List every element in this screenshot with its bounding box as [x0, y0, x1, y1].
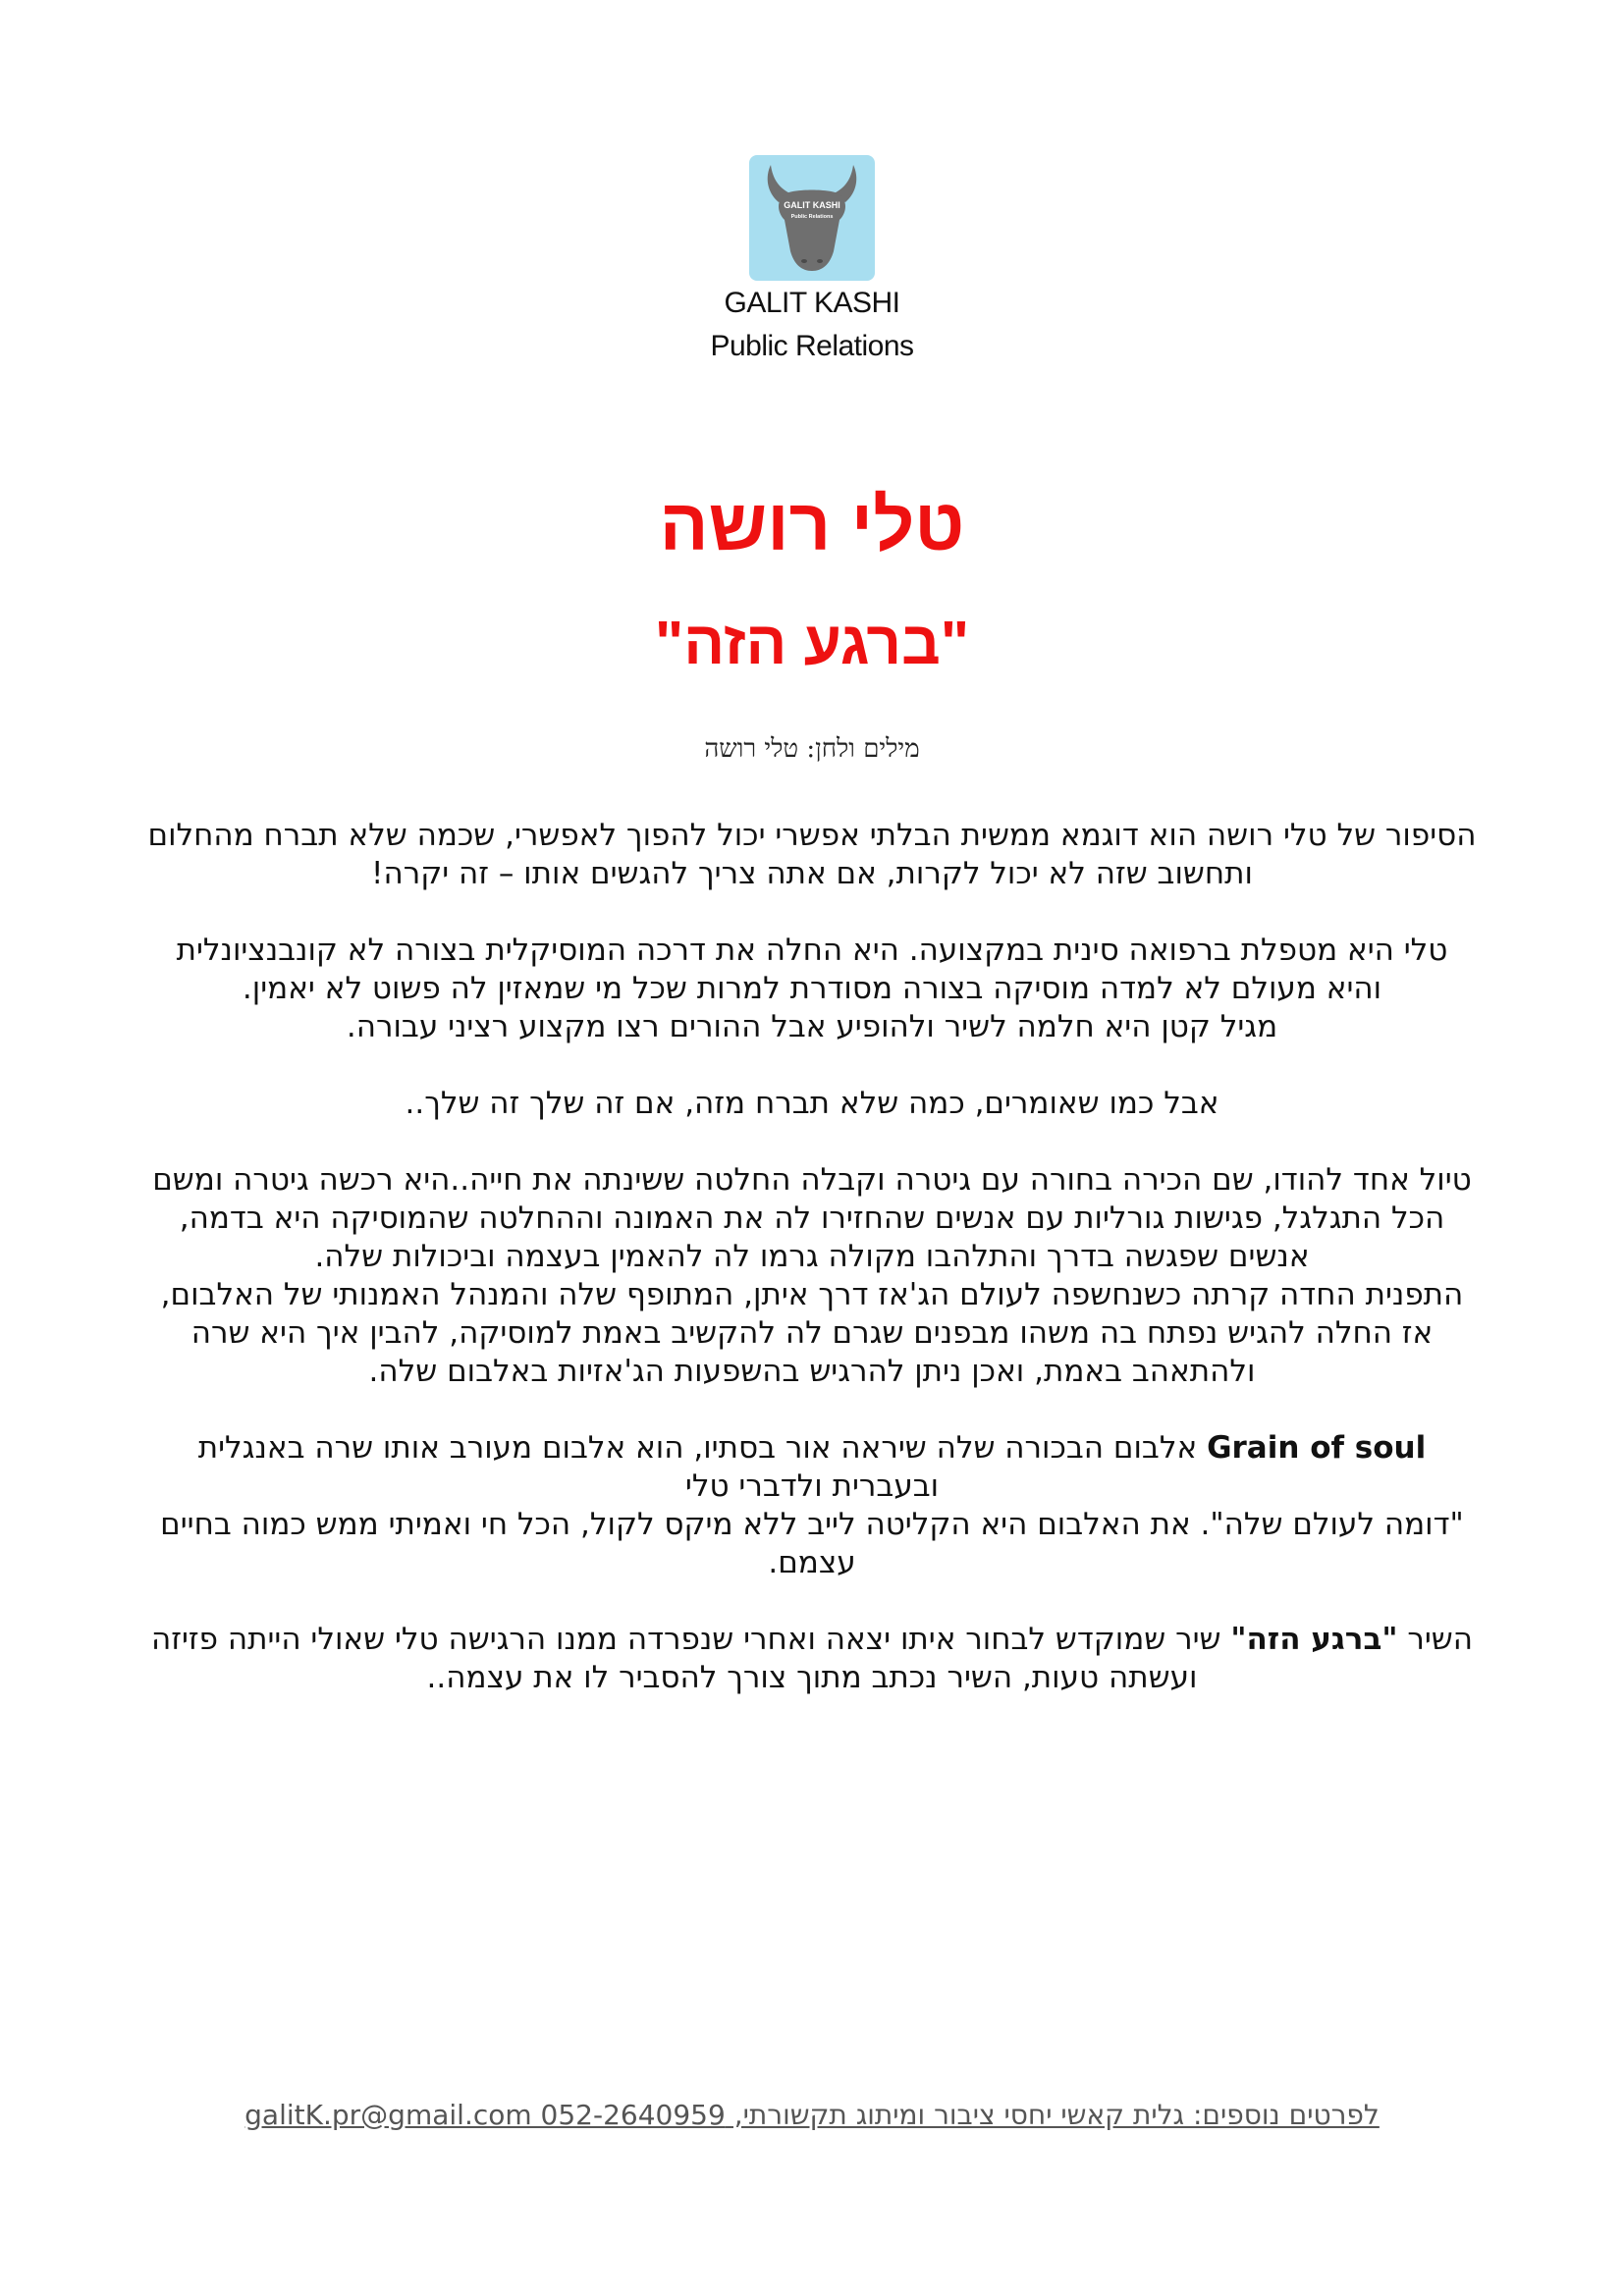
- song-intro: השיר: [1397, 1622, 1474, 1657]
- album-description: אלבום הבכורה שלה שיראה אור בסתיו, הוא אלבום מעורב אותו שרה באנגלית ובעברית ולדברי טלי: [197, 1430, 1208, 1504]
- paragraph-story: הסיפור של טלי רושה הוא דוגמא ממשית הבלתי אפשרי יכול להפוך לאפשרי, שכמה שלא תברח מהחלום ותחשוב שזה לא יכול לקרות, אם אתה צריך להגשים אותו – זה יקרה!: [147, 818, 1477, 891]
- album-name: Grain of soul: [1207, 1430, 1427, 1466]
- contact-footer-link[interactable]: לפרטים נוספים: גלית קאשי יחסי ציבור ומיתוג תקשורתי, galitK.pr@gmail.com 052-2640959: [244, 2099, 1380, 2131]
- song-description: שיר שמוקדש לבחור איתו יצאה ואחרי שנפרדה ממנו הרגישה טלי שאולי הייתה פזיזה ועשתה טעות, השיר נכתב מתוך צורך להסביר לו את עצמה..: [150, 1622, 1231, 1695]
- song-credits: מילים ולחן: טלי רושה: [704, 734, 920, 764]
- logo: [0, 155, 1624, 285]
- paragraph-background-3: מגיל קטן היא חלמה לשיר ולהופיע אבל ההורים רצו מקצוע רציני עבורה.: [346, 1009, 1278, 1044]
- logo-text-name: GALIT KASHI: [784, 200, 840, 210]
- song-title: "ברגע הזה": [654, 610, 970, 677]
- paragraph-background-1: טלי היא מטפלת ברפואה סינית במקצועה. היא החלה את דרכה המוסיקלית בצורה לא קונבנציונלית: [176, 933, 1448, 968]
- org-name: GALIT KASHI: [724, 287, 900, 319]
- paragraph-saying: אבל כמו שאומרים, כמה שלא תברח מזה, אם זה שלך זה שלך..: [405, 1086, 1219, 1121]
- paragraph-song: [147, 1621, 1477, 1697]
- logo-text-sub: Public Relations: [790, 214, 834, 220]
- bull-head-icon: [749, 155, 875, 281]
- paragraph-india-trip: טיול אחד להודו, שם הכירה בחורה עם גיטרה וקבלה החלטה ששינתה את חייה..היא רכשה גיטרה ומשם הכל התגלגל, פגישות גורליות עם אנשים שהחזירו לה את האמונה וההחלטה שהמוסיקה היא בדמה, אנשים שפגשה בדרך והתלהבו מקולה גרמו לה להאמין בעצמה וביכולות שלה.: [152, 1162, 1472, 1274]
- logo-badge: [749, 155, 875, 281]
- paragraph-background-2: והיא מעולם לא למדה מוסיקה בצורה מסודרת למרות שכל מי שמאזין לה פשוט לא יאמין.: [242, 971, 1382, 1006]
- org-subtitle: Public Relations: [710, 330, 914, 362]
- paragraph-jazz: התפנית החדה קרתה כשנחשפה לעולם הג'אז דרך איתן, המתופף שלה והמנהל האמנותי של האלבום, אז החלה להגיש נפתח בה משהו מבפנים שגרם לה להקשיב באמת למוסיקה, להבין איך היא שרה ולהתאהב באמת, ואכן ניתן להרגיש בהשפעות הג'אזיות באלבום שלה.: [160, 1277, 1464, 1389]
- press-release-body: [147, 817, 1477, 1697]
- artist-title: טלי רושה: [659, 484, 965, 565]
- song-name: "ברגע הזה": [1230, 1622, 1398, 1657]
- paragraph-album-recording: "דומה לעולם שלה". את האלבום היא הקליטה לייב ללא מיקס לקול, הכל חי ואמיתי ממש כמוה בחיים עצמם.: [160, 1507, 1464, 1580]
- paragraph-album: [147, 1429, 1477, 1506]
